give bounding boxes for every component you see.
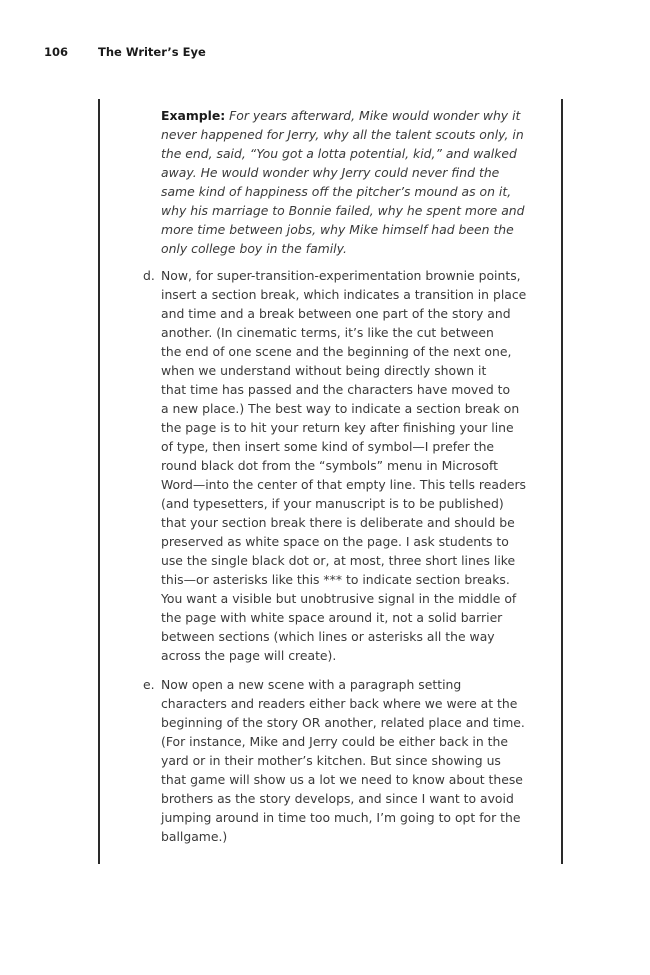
text-line: characters and readers either back where we were at the (161, 696, 518, 711)
text-line: beginning of the story OR another, related place and time. (161, 715, 525, 730)
list-item-text (161, 266, 533, 665)
text-line: never happened for Jerry, why all the talent scouts only, in (161, 127, 524, 142)
text-line: between sections (which lines or asterisks all the way (161, 629, 495, 644)
text-line: same kind of happiness off the pitcher’s mound as on it, (161, 184, 512, 199)
list-item-e (143, 675, 533, 846)
text-line: that your section break there is deliberate and should be (161, 515, 515, 530)
text-line: (For instance, Mike and Jerry could be either back in the (161, 734, 509, 749)
text-line: yard or in their mother’s kitchen. But since showing us (161, 753, 501, 768)
text-line: Now, for super-transition-experimentation brownie points, (161, 268, 521, 283)
text-line: away. He would wonder why Jerry could never find the (161, 165, 500, 180)
text-line: another. (In cinematic terms, it’s like the cut between (161, 325, 494, 340)
text-line: You want a visible but unobtrusive signal in the middle of (161, 591, 517, 606)
sidebar-box-content (143, 106, 533, 846)
text-line: the end, said, “You got a lotta potential, kid,” and walked (161, 146, 517, 161)
text-line: this—or asterisks like this *** to indicate section breaks. (161, 572, 510, 587)
example-lines (161, 125, 533, 258)
text-line: Word—into the center of that empty line. This tells readers (161, 477, 526, 492)
text-line: the page is to hit your return key after finishing your line (161, 420, 514, 435)
text-line: brothers as the story develops, and since I want to avoid (161, 791, 514, 806)
text-line: insert a section break, which indicates a transition in place (161, 287, 527, 302)
text-line: why his marriage to Bonnie failed, why he spent more and (161, 203, 525, 218)
book-title: The Writer’s Eye (98, 45, 206, 59)
page-number: 106 (44, 45, 69, 59)
text-line: the page with white space around it, not a solid barrier (161, 610, 503, 625)
text-line: and time and a break between one part of the story and (161, 306, 511, 321)
list-item-d (143, 266, 533, 665)
text-line: a new place.) The best way to indicate a section break on (161, 401, 520, 416)
example-label: Example: (161, 108, 226, 123)
text-line: use the single black dot or, at most, three short lines like (161, 553, 516, 568)
example-text: For years afterward, Mike would wonder why it (229, 108, 521, 123)
text-line: round black dot from the “symbols” menu in Microsoft (161, 458, 498, 473)
text-line: jumping around in time too much, I’m going to opt for the (161, 810, 521, 825)
example-first-line (161, 106, 533, 125)
text-line: of type, then insert some kind of symbol—I prefer the (161, 439, 495, 454)
list-item-text (161, 675, 533, 846)
text-line: ballgame.) (161, 829, 228, 844)
text-line: more time between jobs, why Mike himself had been the (161, 222, 514, 237)
text-line: the end of one scene and the beginning of the next one, (161, 344, 512, 359)
example-paragraph (161, 106, 533, 258)
list-item-letter: d. (143, 268, 155, 283)
text-line: Now open a new scene with a paragraph setting (161, 677, 462, 692)
text-line: across the page will create). (161, 648, 337, 663)
text-line: preserved as white space on the page. I ask students to (161, 534, 509, 549)
sidebar-box-left-rule (98, 99, 100, 864)
text-line: that game will show us a lot we need to know about these (161, 772, 523, 787)
list-item-letter: e. (143, 677, 155, 692)
sidebar-box-right-rule (561, 99, 563, 864)
text-line: that time has passed and the characters have moved to (161, 382, 511, 397)
running-head (44, 45, 206, 59)
text-line: only college boy in the family. (161, 241, 347, 256)
text-line: (and typesetters, if your manuscript is to be published) (161, 496, 504, 511)
text-line: when we understand without being directly shown it (161, 363, 487, 378)
